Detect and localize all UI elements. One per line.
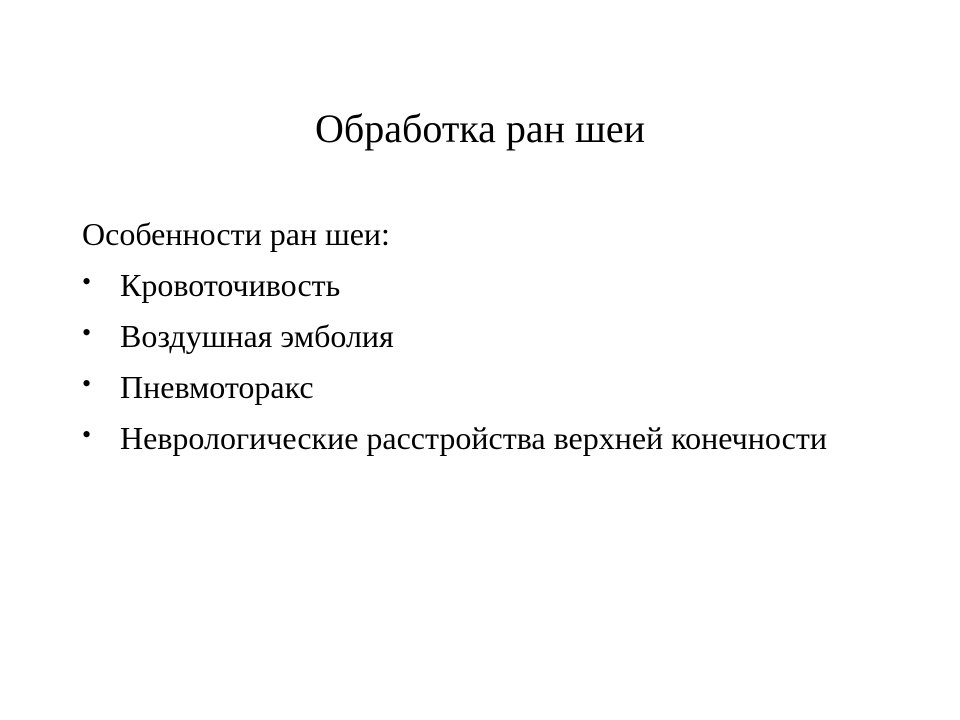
list-item [82, 368, 902, 406]
slide-title: Обработка ран шеи [315, 106, 645, 151]
list-item-text: Кровоточивость [120, 267, 341, 303]
bullet-icon: • [82, 318, 92, 347]
list-item [82, 419, 902, 457]
bullet-icon: • [82, 369, 92, 398]
slide-content [82, 215, 902, 470]
bullet-icon: • [82, 420, 92, 449]
list-item-text: Воздушная эмболия [120, 318, 394, 354]
list-item-text: Пневмоторакс [120, 369, 314, 405]
bullet-list [82, 266, 902, 457]
bullet-icon: • [82, 267, 92, 296]
list-item [82, 266, 902, 304]
list-item-text: Неврологические расстройства верхней конечности [120, 420, 827, 456]
intro-text: Особенности ран шеи: [82, 216, 390, 252]
list-item [82, 317, 902, 355]
